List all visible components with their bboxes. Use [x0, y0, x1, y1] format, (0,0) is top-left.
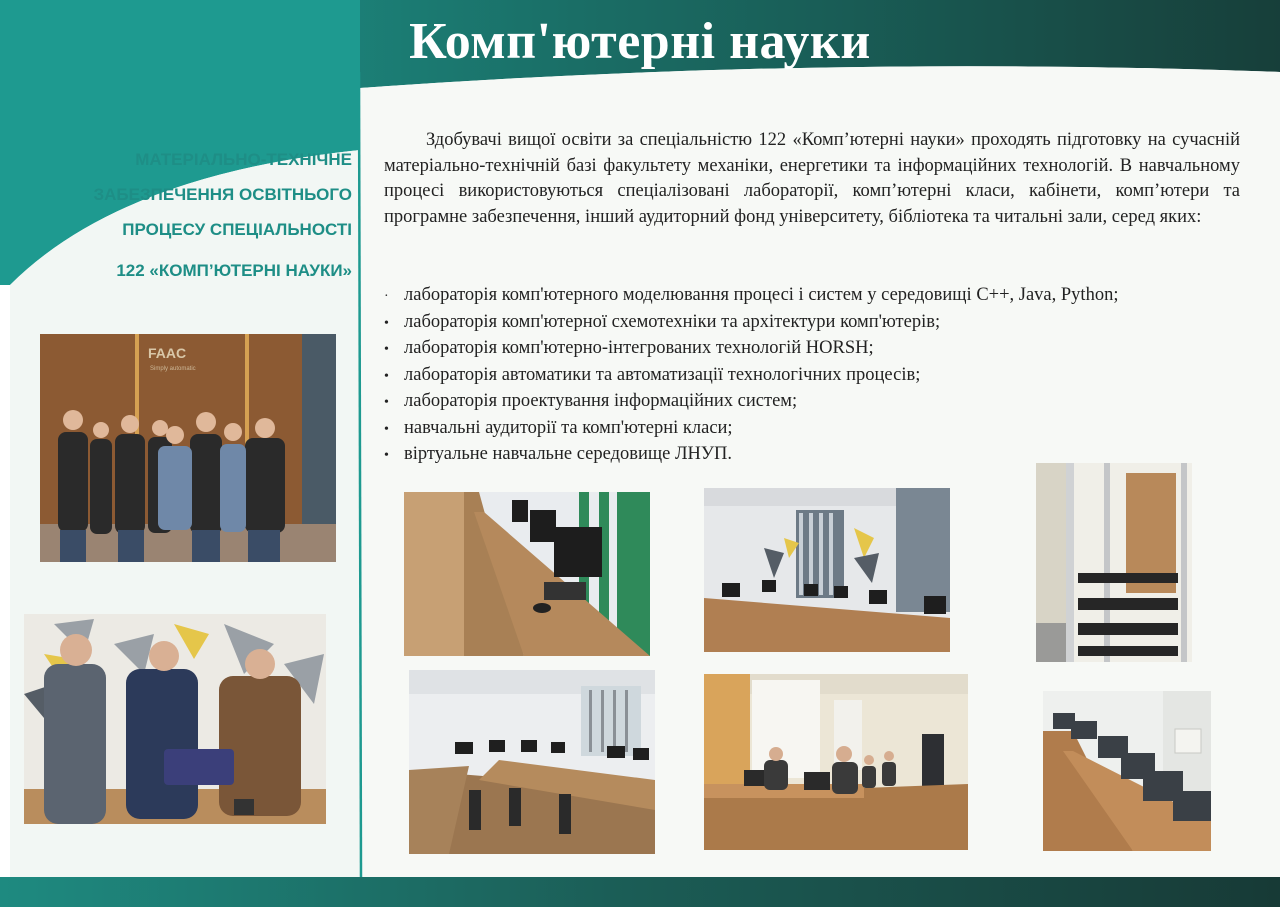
- photo-classroom-windows: [704, 488, 950, 652]
- list-item-text: лабораторія комп'ютерного моделювання процесі і систем у середовищі С++, Java, Python;: [404, 285, 1119, 305]
- list-item: [384, 363, 1264, 390]
- side-heading-line: ЗАБЕЗПЕЧЕННЯ ОСВІТНЬОГО: [93, 185, 352, 204]
- side-heading-line: МАТЕРІАЛЬНО-ТЕХНІЧНЕ: [135, 150, 352, 169]
- photo-empty-classroom: [409, 670, 655, 854]
- bullet-icon: •: [384, 342, 389, 357]
- page-title: Комп'ютерні науки: [409, 13, 871, 70]
- bullet-icon: •: [384, 448, 389, 463]
- side-heading: [60, 142, 352, 288]
- side-heading-line: ПРОЦЕСУ СПЕЦІАЛЬНОСТІ: [122, 220, 352, 239]
- photo-computer-class: [404, 492, 650, 656]
- photo-students-lab: [704, 674, 968, 850]
- side-heading-course: 122 «КОМП’ЮТЕРНІ НАУКИ»: [116, 261, 352, 280]
- list-item-text: віртуальне навчальне середовище ЛНУП.: [404, 444, 732, 464]
- facilities-list: [384, 283, 1264, 469]
- list-item-text: лабораторія проектування інформаційних систем;: [404, 391, 798, 411]
- bullet-icon: ·: [384, 289, 389, 304]
- bullet-icon: •: [384, 368, 389, 384]
- list-item: [384, 283, 1264, 310]
- list-item-text: навчальні аудиторії та комп'ютерні класи;: [404, 417, 733, 438]
- list-item-text: лабораторія комп'ютерної схемотехніки та архітектури комп'ютерів;: [404, 311, 941, 332]
- photo-instrument-lab: [1043, 691, 1211, 851]
- list-item: [384, 310, 1264, 337]
- photo-group: [40, 334, 336, 562]
- list-item-text: лабораторія автоматики та автоматизації технологічних процесів;: [404, 364, 921, 385]
- photo-presentation: [24, 614, 326, 824]
- photo-logo: FAAC: [148, 345, 187, 361]
- bullet-icon: •: [384, 421, 389, 437]
- list-item: [384, 336, 1264, 363]
- photo-logo-sub: Simply automatic: [150, 366, 196, 372]
- bullet-icon: •: [384, 395, 389, 410]
- list-item: [384, 416, 1264, 443]
- bullet-icon: •: [384, 315, 389, 331]
- list-item: [384, 389, 1264, 416]
- photo-equipment-rack: [1036, 463, 1192, 662]
- list-item-text: лабораторія комп'ютерно-інтегрованих технологій HORSH;: [404, 338, 874, 358]
- intro-paragraph: Здобувачі вищої освіти за спеціальністю 122 «Комп’ютерні науки» проходять підготовку на сучасній матеріально-технічній базі факультету механіки, енергетики та інформаційних технологій. В навчальному процесі використовуються спеціалізовані лабораторії, комп’ютерні класи, кабінети, комп’ютери та програмне забезпечення, інший аудиторний фонд університету, бібліотека та читальні зали, серед яких:: [384, 130, 1240, 227]
